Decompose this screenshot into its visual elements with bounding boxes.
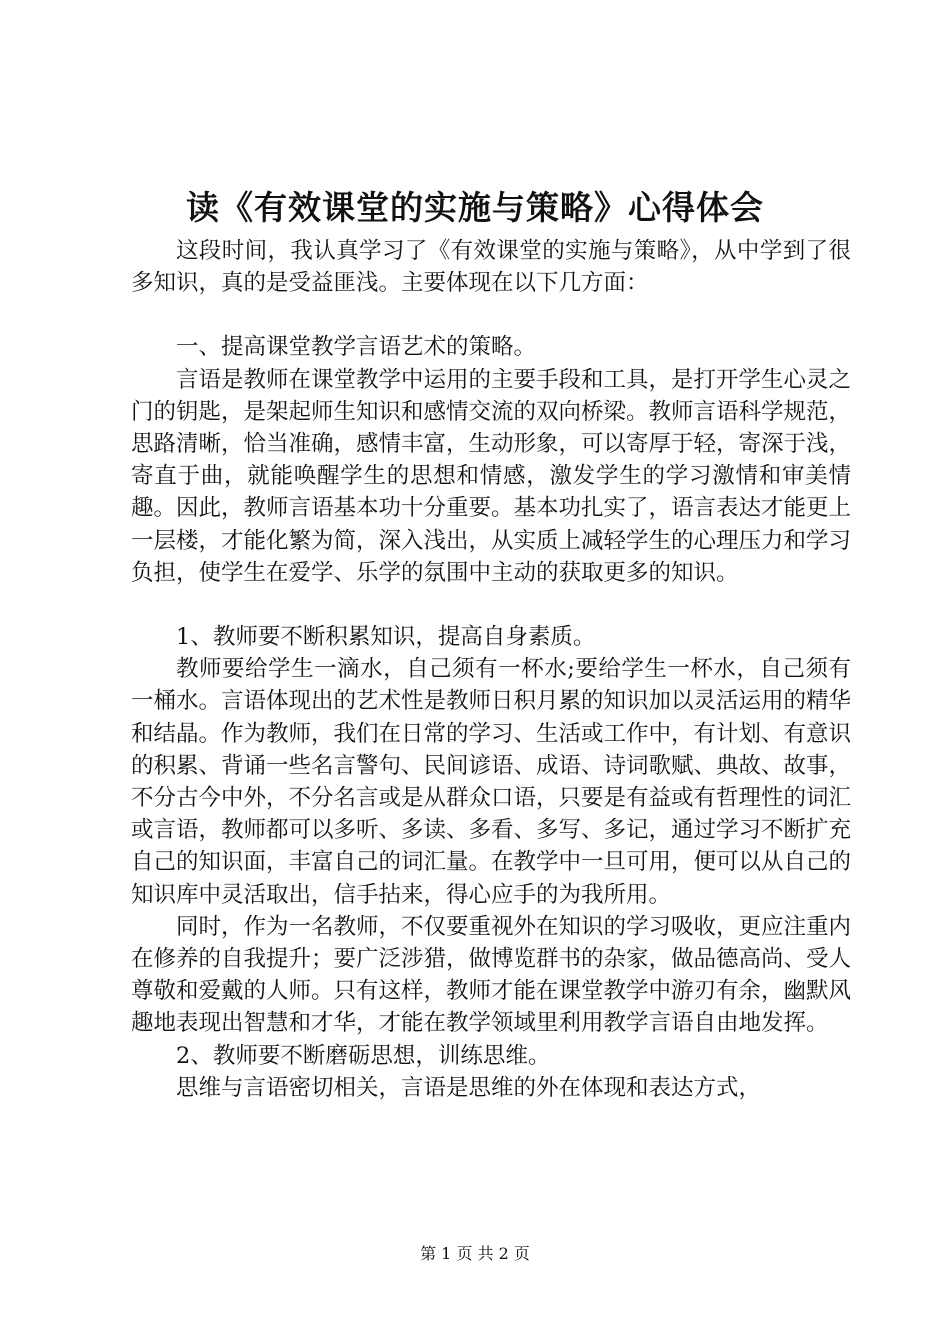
subsection-heading-1: 1、教师要不断积累知识，提高自身素质。 xyxy=(176,624,596,651)
body-paragraph: 教师要给学生一滴水，自己须有一杯水;要给学生一杯水，自己须有一桶水。言语体现出的艺术性是教师日积月累的知识加以灵活运用的精华和结晶。作为教师，我们在日常的学习、生活或工作中，有计划、有意识的积累、背诵一些名言警句、民间谚语、成语、诗词歌赋、典故、故事，不分古今中外，不分名言或是从群众口语，只要是有益或有哲理性的词汇或言语，教师都可以多听、多读、多看、多写、多记，通过学习不断扩充自己的知识面，丰富自己的词汇量。在教学中一旦可用，便可以从自己的知识库中灵活取出，信手拈来，得心应手的为我所用。 xyxy=(131,656,852,908)
page-number-footer: 第 1 页 共 2 页 xyxy=(420,1244,530,1263)
body-paragraph: 思维与言语密切相关，言语是思维的外在体现和表达方式， xyxy=(176,1074,762,1101)
body-paragraph: 言语是教师在课堂教学中运用的主要手段和工具，是打开学生心灵之门的钥匙，是架起师生知识和感情交流的双向桥梁。教师言语科学规范，思路清晰，恰当准确，感情丰富，生动形象，可以寄厚于轻，寄深于浅，寄直于曲，就能唤醒学生的思想和情感，激发学生的学习激情和审美情趣。因此，教师言语基本功十分重要。基本功扎实了，语言表达才能更上一层楼，才能化繁为简，深入浅出，从实质上减轻学生的心理压力和学习负担，使学生在爱学、乐学的氛围中主动的获取更多的知识。 xyxy=(131,366,852,586)
subsection-heading-2: 2、教师要不断磨砺思想，训练思维。 xyxy=(176,1042,551,1069)
body-paragraph: 同时，作为一名教师，不仅要重视外在知识的学习吸收，更应注重内在修养的自我提升；要广泛涉猎，做博览群书的杂家，做品德高尚、受人尊敬和爱戴的人师。只有这样，教师才能在课堂教学中游刃有余，幽默风趣地表现出智慧和才华，才能在教学领域里利用教学言语自由地发挥。 xyxy=(131,913,852,1037)
document-title: 读《有效课堂的实施与策略》心得体会 xyxy=(186,188,764,227)
section-heading-1: 一、提高课堂教学言语艺术的策略。 xyxy=(176,334,537,361)
intro-paragraph: 这段时间，我认真学习了《有效课堂的实施与策略》，从中学到了很多知识，真的是受益匪浅。主要体现在以下几方面： xyxy=(131,238,851,297)
document-body xyxy=(131,235,851,1104)
